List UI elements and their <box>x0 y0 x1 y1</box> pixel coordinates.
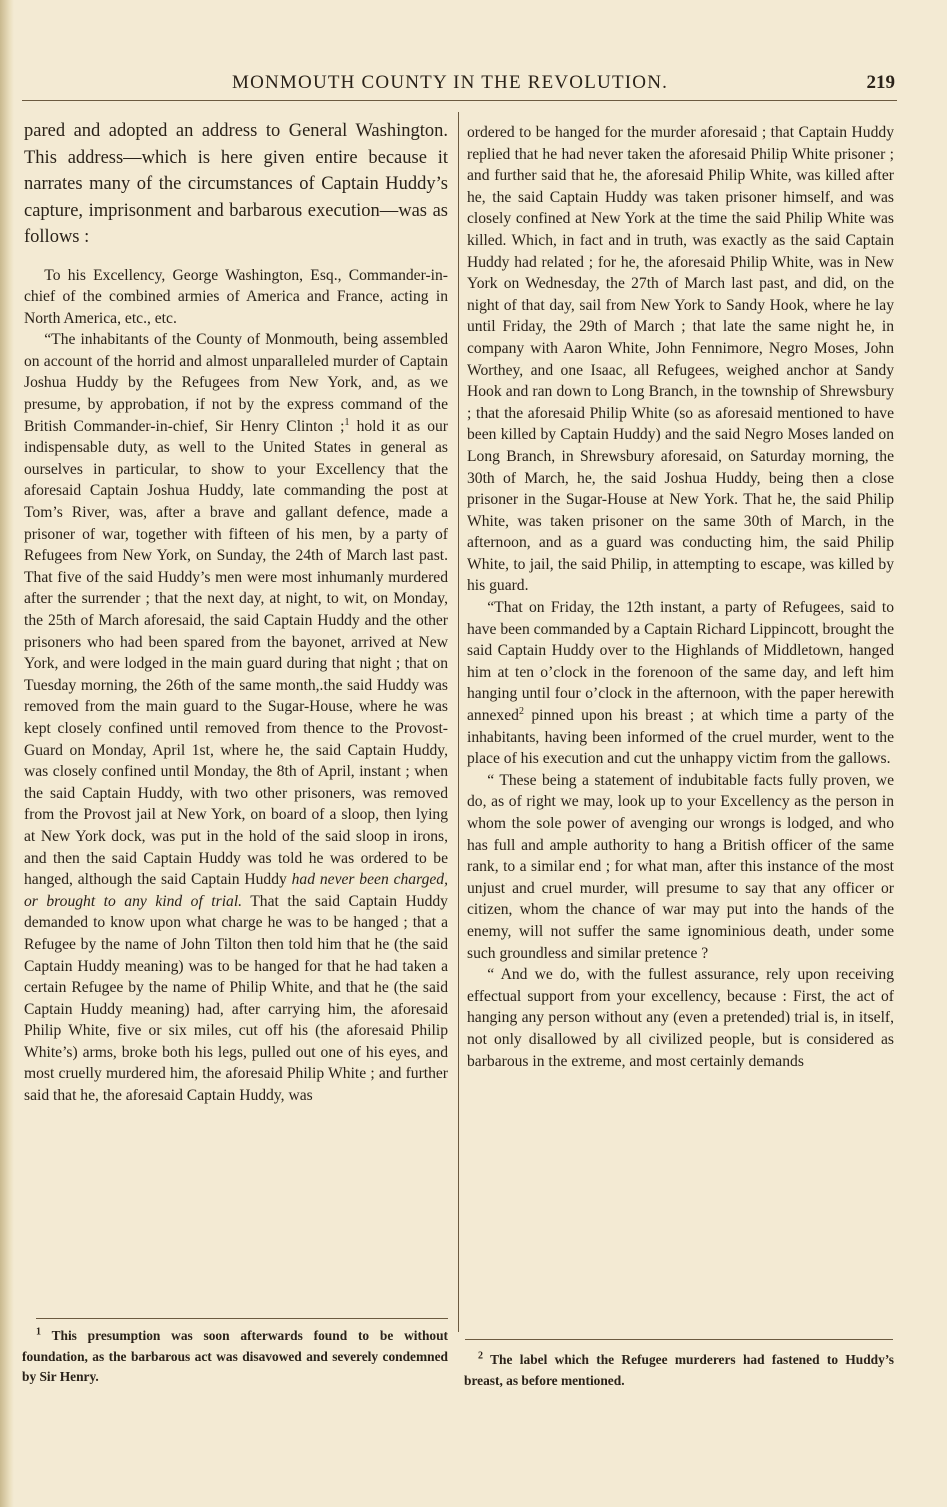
address-paragraph-1-part-a: “The inhabitants of the County of Monmouth, being assembled on account of the horrid and almost unparalleled murder of Captain Joshua Huddy by the Refugees from New York, and, as we presume, by approbation, if not by the express command of the British Commander-in-chief, Sir Henry Clinton ; <box>24 331 448 435</box>
column-divider <box>458 112 459 1332</box>
address-paragraph-2-part-b: pinned upon his breast ; at which time a party of the inhabitants, having been informed of the cruel murder, went to the place of his execution and cut the unhappy victim from the gallows. <box>467 707 894 768</box>
address-paragraph-1-part-c: That the said Captain Huddy demanded to know upon what charge he was to be hanged ; that a Refugee by the name of John Tilton then told him that he (the said Captain Huddy meaning) was to be hanged for that he had taken a certain Refugee by the name of Philip White, and that he (the said Captain Huddy meaning) had, after carrying him, the aforesaid Philip White, five or six miles, cut off his (the aforesaid Philip White’s) arms, broke both his legs, pulled out one of his eyes, and most cruelly murdered him, the aforesaid Philip White ; and further said that he, the aforesaid Captain Huddy, was <box>24 892 448 1105</box>
address-text-left <box>24 265 448 1107</box>
address-paragraph-3: “ These being a statement of indubitable facts fully proven, we do, as of right we may, look up to your Excellency as the person in whom the sole power of avenging our wrongs is lodged, and who has full and ample authority to hang a British officer of the same rank, to a similar end ; for what man, after this instance of the most unjust and cruel murder, will presume to say that any officer or citizen, whom the chance of war may put into the hands of the enemy, will not suffer the same ignominious death, under some such groundless and similar pretence ? <box>467 771 894 962</box>
salutation: To his Excellency, George Washington, Esq., Commander-in-chief of the combined armies of America and France, acting in North America, etc., etc. <box>24 266 448 327</box>
footnote-1 <box>22 1326 448 1388</box>
left-column <box>24 118 448 1107</box>
footnote-2-text: The label which the Refugee murderers had fastened to Huddy’s breast, as before mentioned. <box>464 1352 894 1388</box>
footnote-2-number: 2 <box>478 1350 483 1362</box>
page-number: 219 <box>866 72 895 93</box>
address-paragraph-2-part-a: “That on Friday, the 12th instant, a party of Refugees, said to have been commanded by a Captain Richard Lippincott, brought the said Captain Huddy over to the Highlands of Middletown, hanged him at ten o’clock in the forenoon of the same day, and left him hanging until four o’clock in the afternoon, with the paper herewith annexed <box>467 599 894 725</box>
right-column <box>467 122 894 1072</box>
address-text-right <box>467 122 894 1072</box>
intro-paragraph: pared and adopted an address to General Washington. This address—which is here given entire because it narrates many of the circumstances of Captain Huddy’s capture, imprisonment and barbarous execution—was as follows : <box>24 121 448 247</box>
italic-phrase: had never been charged, or brought to any kind of trial. <box>24 871 448 910</box>
footnote-marker-2: 2 <box>518 705 524 717</box>
footnote-rule-left <box>36 1318 448 1319</box>
footnote-rule-right <box>465 1339 893 1340</box>
continued-paragraph: ordered to be hanged for the murder aforesaid ; that Captain Huddy replied that he had never taken the aforesaid Philip White prisoner ; and further said that he, the aforesaid Philip White, was killed after he, the said Captain Huddy was taken prisoner himself, and was closely confined at New York at the time the said Philip White was killed. Which, in fact and in truth, was exactly as the said Captain Huddy had related ; for he, the aforesaid Philip White, was in New York on Wednesday, the 27th of March last past, and did, on the night of that day, sail from New York to Sandy Hook, where he lay until Friday, the 29th of March ; that late the same night he, in company with Aaron White, John Fennimore, Negro Moses, John Worthey, and one Isaac, all Refugees, weighed anchor at Sandy Hook and ran down to Long Branch, in the township of Shrewsbury ; that the aforesaid Philip White (so as aforesaid mentioned to have been killed by Captain Huddy) and the said Negro Moses landed on Long Branch, in Shrewsbury aforesaid, on Saturday morning, the 30th of March, he, the said Joshua Huddy, being then a close prisoner in the Sugar-House at New York. That he, the said Philip White, was taken prisoner on the same 30th of March, in the afternoon, and as a guard was conducting him, the said Philip White, to jail, the said Philip, in attempting to escape, was killed by his guard. <box>467 124 894 595</box>
address-paragraph-1-part-b: hold it as our indispensable duty, as well to the United States in general as ourselves in particular, to show to your Excellency that the aforesaid Captain Joshua Huddy, late commanding the post at Tom’s River, was, after a brave and gallant defence, made a prisoner of war, together with fifteen of his men, by a party of Refugees from New York, on Sunday, the 24th of March last past. That five of the said Huddy’s men were most inhumanly murdered after the surrender ; that the next day, at night, to wit, on Monday, the 25th of March aforesaid, the said Captain Huddy and the other prisoners who had been spared from the bayonet, arrived at New York, and were lodged in the main guard during that night ; that on Tuesday morning, the 26th of the same month,.the said Huddy was removed from the main guard to the Sugar-House, where he was kept closely confined until removed from thence to the Provost-Guard on Monday, April 1st, where he, the said Captain Huddy, was closely confined until Monday, the 8th of April, instant ; when the said Captain Huddy, with two other prisoners, was removed from the Provost jail at New York, on board of a sloop, then lying at New York dock, was put in the hold of the said sloop in irons, and then the said Captain Huddy was told he was ordered to be hanged, although the said Captain Huddy <box>24 417 448 889</box>
address-paragraph-1 <box>24 329 448 1106</box>
footnote-2 <box>464 1350 894 1391</box>
address-paragraph-4: “ And we do, with the fullest assurance, rely upon receiving effectual support from your excellency, because : First, the act of hanging any person without any (even a pretended) trial is, in itself, not only disallowed by all civilized people, but is considered as barbarous in the extreme, and most certainly demands <box>467 966 894 1070</box>
header-rule <box>22 100 897 101</box>
footnote-1-text: This presumption was soon afterwards found to be without foundation, as the barbarous act was disavowed and severely condemned by Sir Henry. <box>22 1328 448 1384</box>
footnote-marker-1: 1 <box>344 416 350 428</box>
running-title: MONMOUTH COUNTY IN THE REVOLUTION. <box>232 72 669 93</box>
address-paragraph-2 <box>467 597 894 770</box>
footnote-1-number: 1 <box>36 1326 41 1338</box>
page-header <box>0 72 947 98</box>
page-binding-edge <box>0 0 14 1507</box>
